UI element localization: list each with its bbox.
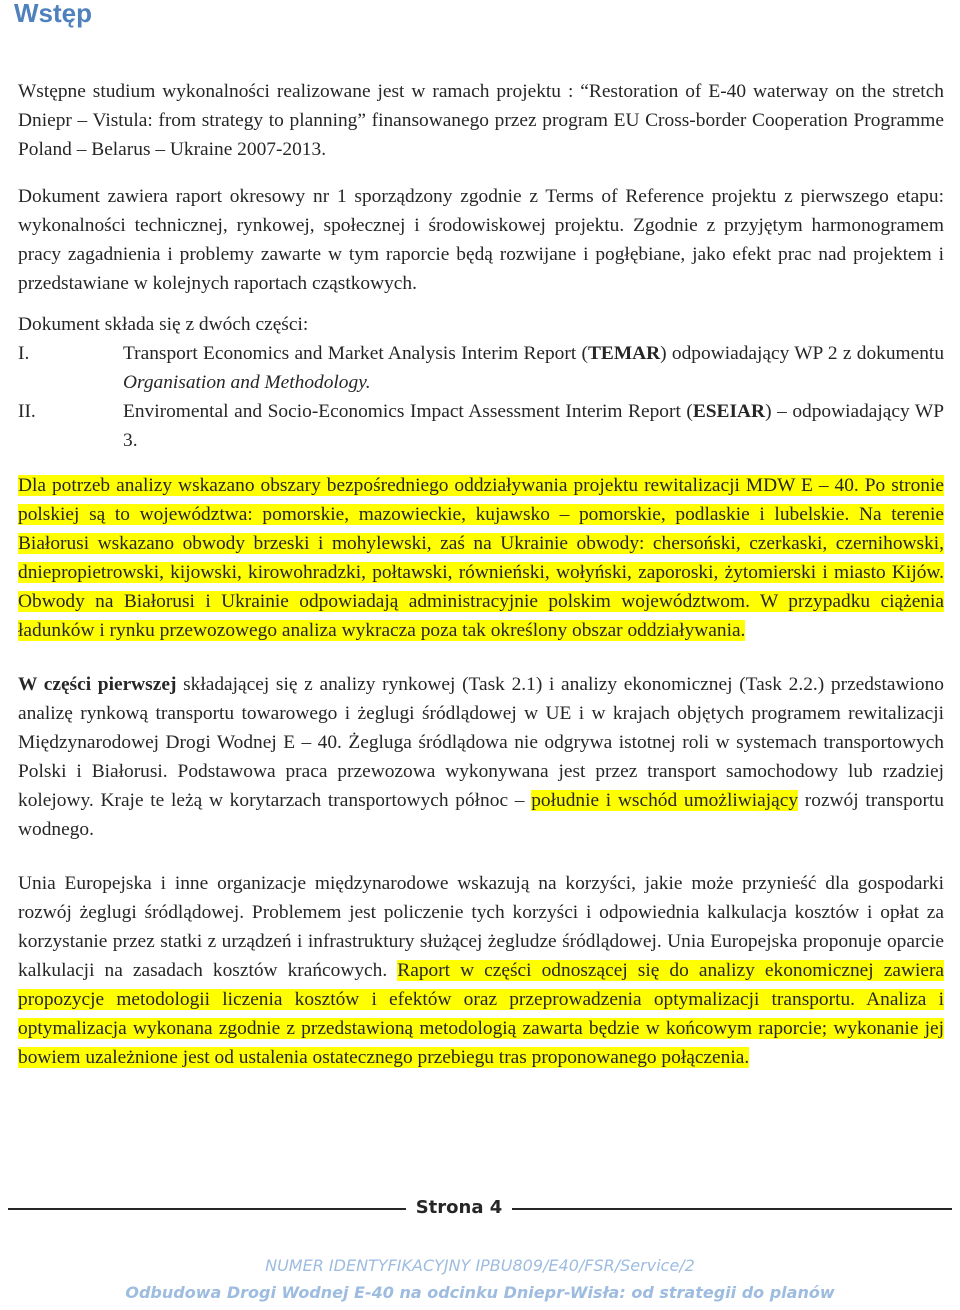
highlighted-paragraph: Dla potrzeb analizy wskazano obszary bezpośredniego oddziaływania projektu rewitalizacji MDW E – 40. Po stronie polskiej są to województwa: pomorskie, mazowieckie, kujawsko – pomorskie, podlaskie i lubelskie. Na terenie Białorusi wskazano obwody brzeski i mohylewski, zaś na Ukrainie obwody: chersoński, czerkaski, czernihowski, dniepropietrowski, kijowski, kirowohradzki, połtawski, równieński, wołyński, zaporoski, żytomierski i miasto Kijów. Obwody na Białorusi i Ukrainie odpowiadają administracyjnie polskim województwom. W przypadku ciążenia ładunków i rynku przewozowego analiza wykracza poza tak określony obszar oddziaływania. (18, 475, 944, 641)
part-one-paragraph: W części pierwszej składającej się z analizy rynkowej (Task 2.1) i analizy ekonomicznej (Task 2.2.) przedstawiono analizę rynkową transportu towarowego i żeglugi śródlądowej w UE i w krajach objętych programem rewitalizacji Międzynarodowej Drogi Wodnej E – 40. Żegluga śródlądowa nie odgrywa istotnej roli w systemach transportowych Polski i Białorusi. Podstawowa praca przewozowa wykonywana jest przez transport samochodowy lub rzadziej kolejowy. Kraje te leżą w korytarzach transportowych północ – południe i wschód umożliwiający rozwój transportu wodnego. (18, 674, 944, 840)
page-title: Wstęp (14, 0, 92, 28)
document-body (18, 77, 944, 1072)
list-item (18, 339, 944, 397)
list-item-number: II. (18, 401, 36, 422)
intro-paragraph-1: Wstępne studium wykonalności realizowane jest w ramach projektu : “Restoration of E-40 waterway on the stretch Dniepr – Vistula: from strategy to planning” finansowanego przez program EU Cross-border Cooperation Programme Poland – Belarus – Ukraine 2007-2013. (18, 81, 944, 160)
page-number: Strona 4 (406, 1193, 512, 1223)
list-heading: Dokument składa się z dwóch części: (18, 314, 309, 335)
list-item-text: Transport Economics and Market Analysis Interim Report (TEMAR) odpowiadający WP 2 z dokumentu Organisation and Methodology. (123, 343, 945, 393)
intro-paragraph-2: Dokument zawiera raport okresowy nr 1 sporządzony zgodnie z Terms of Reference projektu z pierwszego etapu: wykonalności technicznej, rynkowej, społecznej i środowiskowej projektu. Zgodnie z przyjętym harmonogramem pracy zagadnienia i problemy zawarte w tym raporcie będą rozwijane i pogłębiane, jako efekt prac nad projektem i przedstawiane w kolejnych raportach cząstkowych. (18, 186, 944, 294)
footer-id-line: NUMER IDENTYFIKACYJNY IPBU809/E40/FSR/Service/2 (265, 1256, 695, 1275)
list-item (18, 397, 944, 455)
list-item-text: Enviromental and Socio-Economics Impact Assessment Interim Report (ESEIAR) – odpowiadający WP 3. (123, 401, 944, 451)
footer-subtitle: Odbudowa Drogi Wodnej E-40 na odcinku Dniepr-Wisła: od strategii do planów (125, 1283, 835, 1302)
list-item-number: I. (18, 343, 30, 364)
part-one-lead: W części pierwszej (18, 674, 177, 695)
eu-paragraph: Unia Europejska i inne organizacje międzynarodowe wskazują na korzyści, jakie może przynieść dla gospodarki rozwój żeglugi śródlądowej. Problemem jest policzenie tych korzyści i odpowiednia kalkulacja kosztów i opłat za korzystanie przez statki z urządzeń i infrastruktury służącej żegludze śródlądowej. Unia Europejska proponuje oparcie kalkulacji na zasadach kosztów krańcowych. Raport w części odnoszącej się do analizy ekonomicznej zawiera propozycje metodologii liczenia kosztów i efektów oraz przeprowadzenia optymalizacji transportu. Analiza i optymalizacja wykonana zgodnie z przedstawioną metodologią zawarta będzie w końcowym raporcie; wykonanie jej bowiem uzależnione jest od ustalenia ostatecznego przebiegu tras proponowanego połączenia. (18, 873, 945, 1068)
